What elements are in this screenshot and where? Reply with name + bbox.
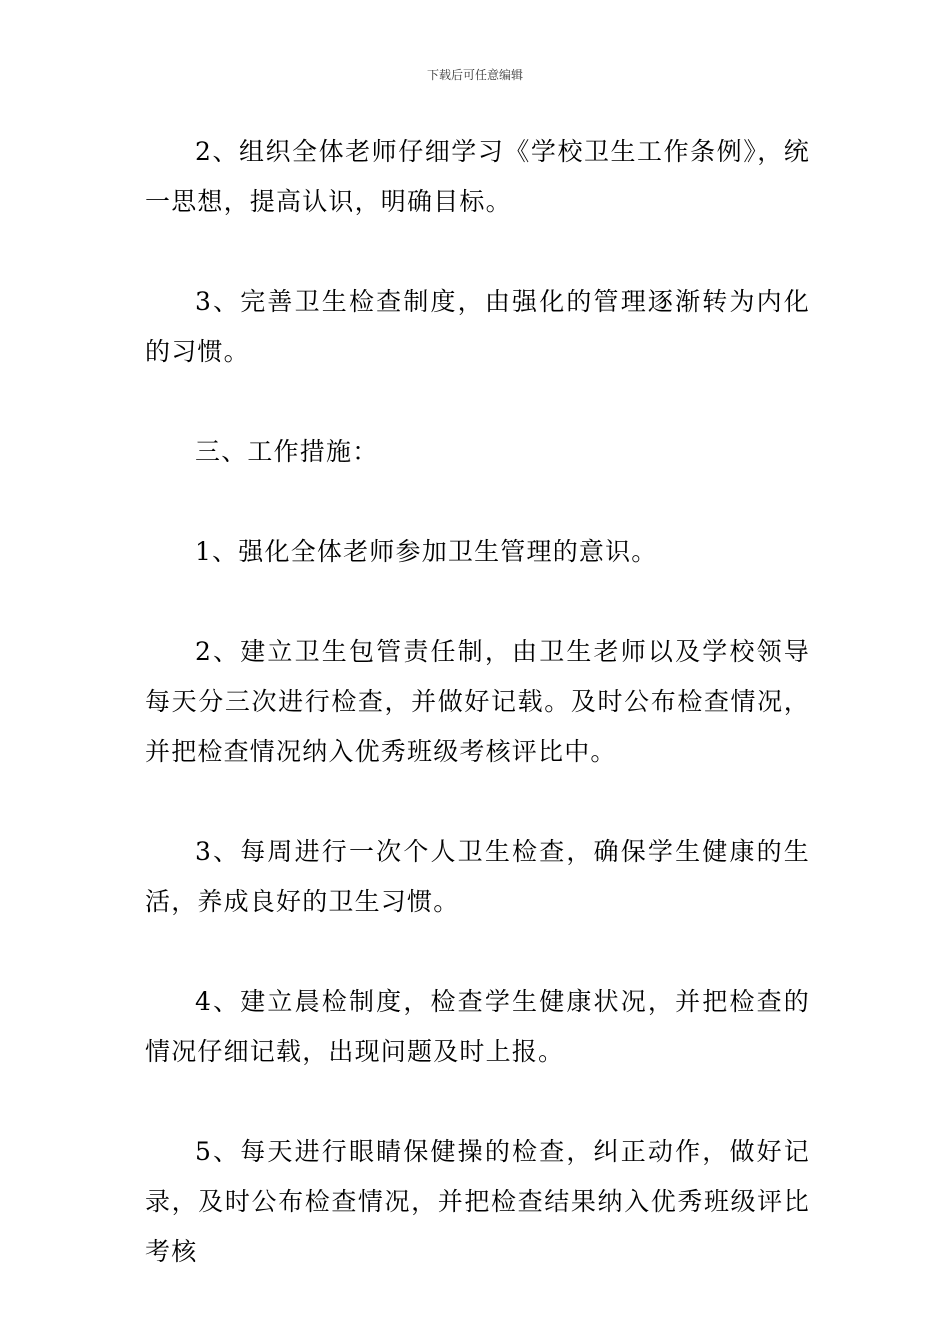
- paragraph: 2、建立卫生包管责任制，由卫生老师以及学校领导每天分三次进行检查，并做好记载。及时公布检查情况，并把检查情况纳入优秀班级考核评比中。: [145, 637, 810, 766]
- paragraph: 2、组织全体老师仔细学习《学校卫生工作条例》，统一思想，提高认识，明确目标。: [145, 137, 810, 216]
- paragraph: 4、建立晨检制度，检查学生健康状况，并把检查的情况仔细记载，出现问题及时上报。: [145, 987, 810, 1066]
- section-heading: 三、工作措施：: [195, 437, 379, 466]
- paragraph: 5、每天进行眼睛保健操的检查，纠正动作，做好记录，及时公布检查情况，并把检查结果纳入优秀班级评比考核: [145, 1137, 810, 1266]
- paragraph: 3、完善卫生检查制度，由强化的管理逐渐转为内化的习惯。: [145, 287, 810, 366]
- paragraph: 3、每周进行一次个人卫生检查，确保学生健康的生活，养成良好的卫生习惯。: [145, 837, 810, 916]
- page-header: 下载后可任意编辑: [426, 68, 523, 82]
- paragraph: 1、强化全体老师参加卫生管理的意识。: [195, 537, 658, 566]
- document-body: [145, 127, 810, 1277]
